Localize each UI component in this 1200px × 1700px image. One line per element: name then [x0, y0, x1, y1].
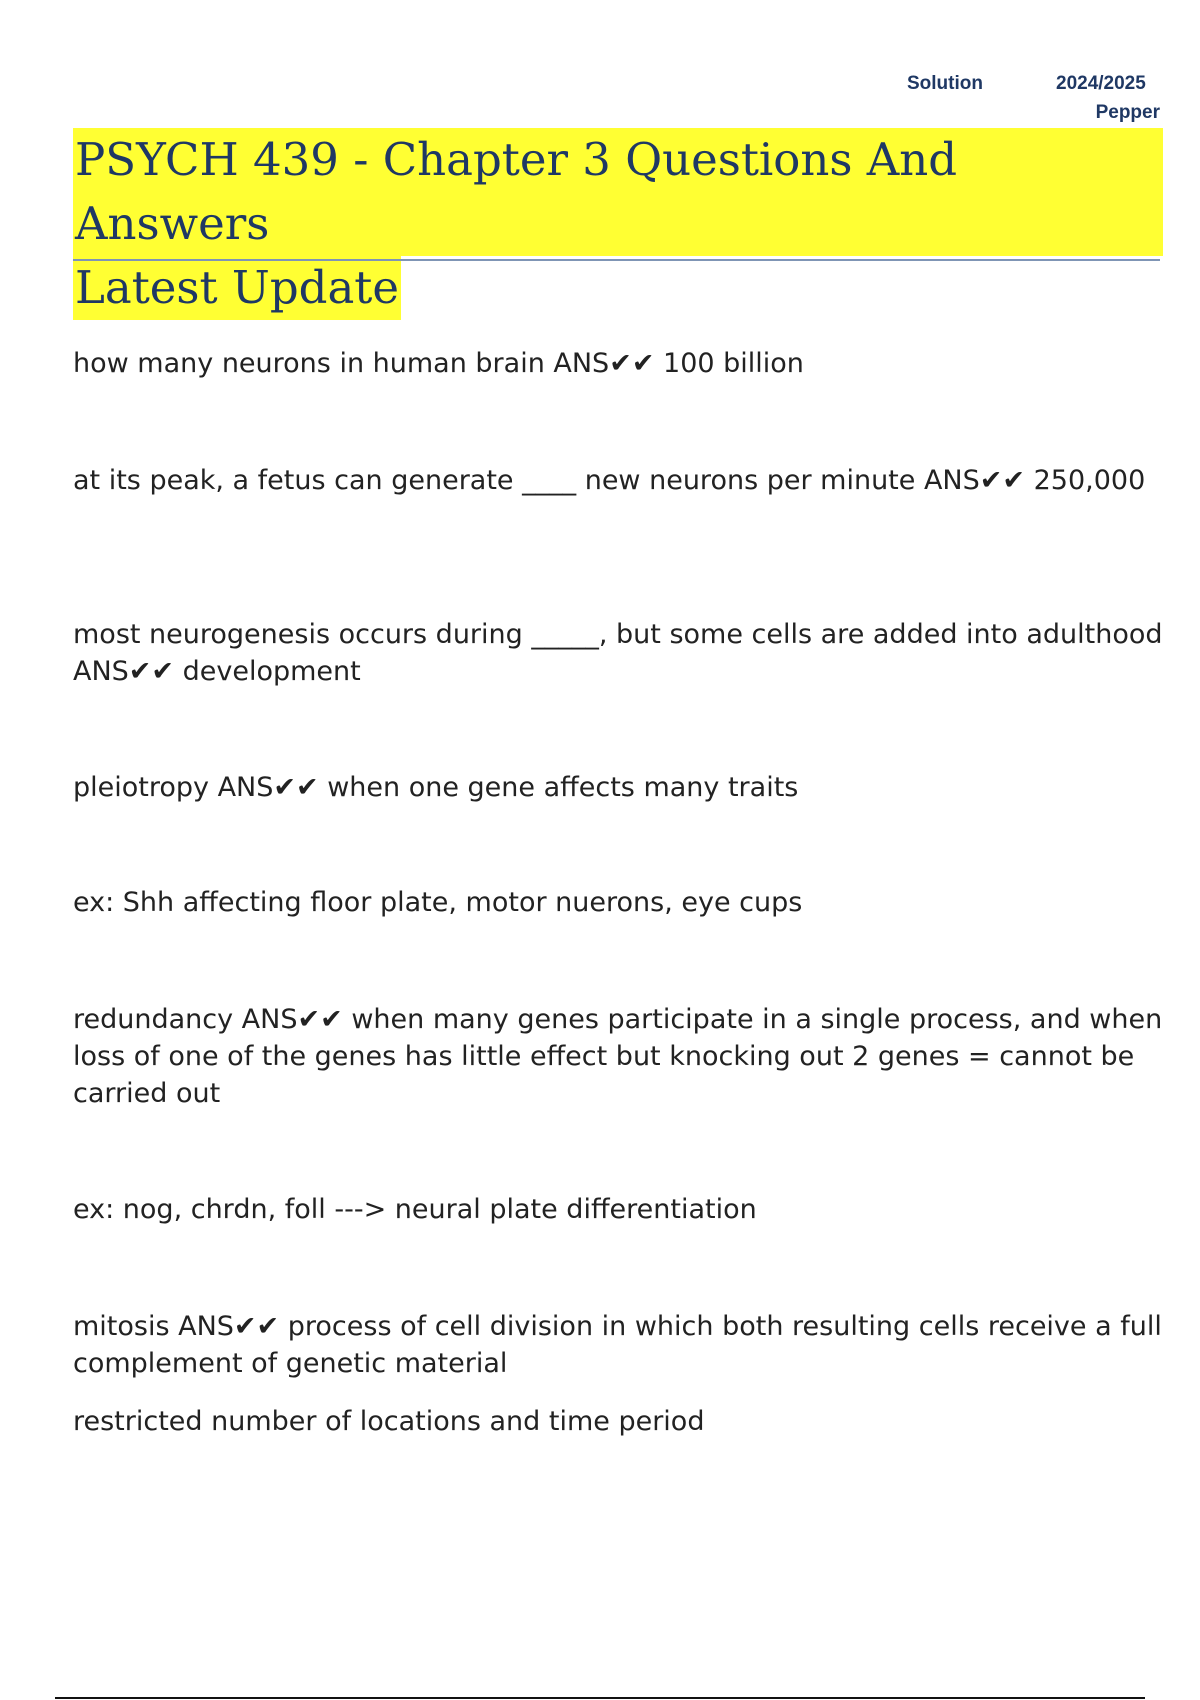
page-title — [73, 128, 1163, 320]
page-title-line-1: PSYCH 439 - Chapter 3 Questions And Answers — [73, 128, 1163, 256]
page-title-line-2: Latest Update — [73, 256, 401, 320]
qa-entry-neuron-count: how many neurons in human brain ANS✔✔ 100 billion — [73, 348, 804, 379]
footer-divider — [55, 1697, 1145, 1699]
qa-entry-mitosis-note: restricted number of locations and time period — [73, 1406, 705, 1437]
header-solution-label: Solution — [907, 73, 983, 94]
qa-entry-mitosis: mitosis ANS✔✔ process of cell division in which both resulting cells receive a full complement of genetic material — [73, 1311, 1162, 1379]
qa-entry-redundancy: redundancy ANS✔✔ when many genes participate in a single process, and when loss of one of the genes has little effect but knocking out 2 genes = cannot be carried out — [73, 1004, 1163, 1109]
qa-entry-fetal-neurogenesis: at its peak, a fetus can generate ____ new neurons per minute ANS✔✔ 250,000 — [73, 465, 1146, 496]
title-divider — [73, 259, 1160, 261]
header-author-label: Pepper — [1095, 102, 1160, 123]
qa-entry-redundancy-example: ex: nog, chrdn, foll ---> neural plate differentiation — [73, 1194, 757, 1225]
qa-entry-neurogenesis-timing: most neurogenesis occurs during _____, but some cells are added into adulthood ANS✔✔ development — [73, 619, 1163, 687]
qa-entry-pleiotropy: pleiotropy ANS✔✔ when one gene affects many traits — [73, 772, 799, 803]
header-year-label: 2024/2025 — [1056, 73, 1146, 94]
qa-entry-pleiotropy-example: ex: Shh affecting floor plate, motor nuerons, eye cups — [73, 887, 803, 918]
